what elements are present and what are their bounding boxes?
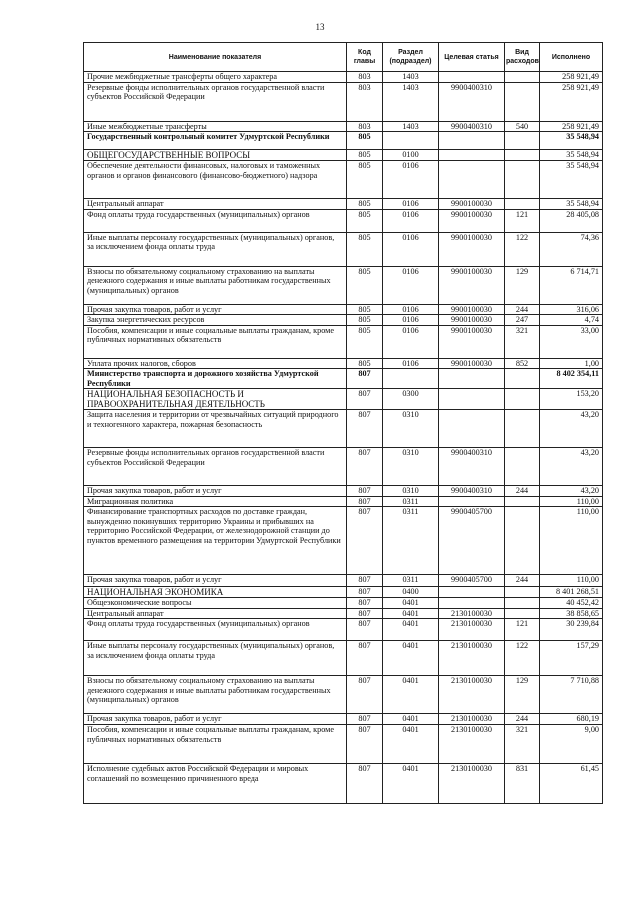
cell-target: 2130100030 xyxy=(439,764,505,804)
cell-name: Государственный контрольный комитет Удмуртской Республики xyxy=(84,132,347,150)
table-row xyxy=(84,714,603,725)
cell-name: Прочая закупка товаров, работ и услуг xyxy=(84,575,347,587)
cell-name: Взносы по обязательному социальному страхованию на выплаты денежного содержания и иные выплаты работникам государственных (муниципальных) органов xyxy=(84,676,347,714)
cell-name: Прочая закупка товаров, работ и услуг xyxy=(84,304,347,315)
cell-name: Взносы по обязательному социальному страхованию на выплаты денежного содержания и иные выплаты работникам государственных (муниципальных) органов xyxy=(84,266,347,304)
table-row xyxy=(84,82,603,121)
cell-target: 2130100030 xyxy=(439,641,505,676)
cell-target: 9900100030 xyxy=(439,304,505,315)
cell-amount: 8 401 268,51 xyxy=(540,587,603,598)
cell-code: 807 xyxy=(347,598,383,609)
cell-name: Пособия, компенсации и иные социальные выплаты гражданам, кроме публичных нормативных обязательств xyxy=(84,325,347,358)
table-row xyxy=(84,676,603,714)
cell-code: 807 xyxy=(347,507,383,575)
cell-amount: 110,00 xyxy=(540,507,603,575)
cell-code: 805 xyxy=(347,161,383,199)
cell-code: 805 xyxy=(347,209,383,232)
cell-amount: 33,00 xyxy=(540,325,603,358)
cell-amount: 258 921,49 xyxy=(540,121,603,132)
cell-target xyxy=(439,369,505,389)
table-row xyxy=(84,486,603,497)
cell-amount: 43,20 xyxy=(540,486,603,497)
cell-amount: 35 548,94 xyxy=(540,199,603,210)
cell-code: 805 xyxy=(347,150,383,161)
table-row xyxy=(84,641,603,676)
cell-name: Фонд оплаты труда государственных (муниципальных) органов xyxy=(84,209,347,232)
cell-target: 2130100030 xyxy=(439,619,505,641)
cell-section: 0106 xyxy=(383,209,439,232)
cell-code: 805 xyxy=(347,199,383,210)
cell-code: 807 xyxy=(347,369,383,389)
cell-target: 9900405700 xyxy=(439,507,505,575)
cell-target xyxy=(439,161,505,199)
cell-target: 9900100030 xyxy=(439,199,505,210)
cell-section: 0106 xyxy=(383,161,439,199)
table-row xyxy=(84,410,603,448)
cell-section xyxy=(383,369,439,389)
cell-target xyxy=(439,150,505,161)
cell-section: 0401 xyxy=(383,619,439,641)
cell-amount: 680,19 xyxy=(540,714,603,725)
table-row xyxy=(84,507,603,575)
table-row xyxy=(84,608,603,619)
cell-target: 9900400310 xyxy=(439,121,505,132)
table-row xyxy=(84,587,603,598)
table-row xyxy=(84,199,603,210)
table-header-row xyxy=(84,43,603,72)
cell-section: 0311 xyxy=(383,575,439,587)
cell-name: Резервные фонды исполнительных органов государственной власти субъектов Российской Федерации xyxy=(84,448,347,486)
cell-name: Министерство транспорта и дорожного хозяйства Удмуртской Республики xyxy=(84,369,347,389)
cell-type: 831 xyxy=(505,764,540,804)
column-header-target: Целевая статья xyxy=(439,43,505,72)
cell-name: Финансирование транспортных расходов по доставке граждан, вынужденно покинувших территорию Украины и прибывших на территорию Российской Федерации, от железнодорожной станции до пунктов временного размещения на территории Удмуртской Республики xyxy=(84,507,347,575)
table-row xyxy=(84,209,603,232)
cell-name: Центральный аппарат xyxy=(84,608,347,619)
cell-section: 0106 xyxy=(383,358,439,369)
cell-code: 807 xyxy=(347,389,383,410)
cell-target xyxy=(439,132,505,150)
cell-section: 0311 xyxy=(383,507,439,575)
cell-target: 2130100030 xyxy=(439,725,505,764)
cell-section: 0311 xyxy=(383,496,439,507)
cell-amount: 153,20 xyxy=(540,389,603,410)
cell-target: 9900100030 xyxy=(439,315,505,326)
cell-code: 805 xyxy=(347,315,383,326)
column-header-type: Вид расходов xyxy=(505,43,540,72)
cell-amount: 8 402 354,11 xyxy=(540,369,603,389)
cell-amount: 35 548,94 xyxy=(540,132,603,150)
cell-section: 0106 xyxy=(383,315,439,326)
cell-type: 121 xyxy=(505,209,540,232)
table-row xyxy=(84,619,603,641)
cell-section: 0401 xyxy=(383,608,439,619)
cell-section: 0401 xyxy=(383,764,439,804)
cell-section: 0100 xyxy=(383,150,439,161)
cell-code: 807 xyxy=(347,575,383,587)
cell-code: 807 xyxy=(347,725,383,764)
cell-amount: 28 405,08 xyxy=(540,209,603,232)
cell-amount: 7 710,88 xyxy=(540,676,603,714)
cell-type xyxy=(505,507,540,575)
cell-section: 1403 xyxy=(383,72,439,83)
cell-amount: 43,20 xyxy=(540,448,603,486)
table-row xyxy=(84,315,603,326)
table-row xyxy=(84,575,603,587)
cell-target: 2130100030 xyxy=(439,676,505,714)
cell-name: Миграционная политика xyxy=(84,496,347,507)
cell-type: 129 xyxy=(505,676,540,714)
cell-amount: 9,00 xyxy=(540,725,603,764)
cell-code: 807 xyxy=(347,676,383,714)
cell-amount: 35 548,94 xyxy=(540,161,603,199)
cell-section: 0310 xyxy=(383,486,439,497)
cell-amount: 157,29 xyxy=(540,641,603,676)
cell-section: 1403 xyxy=(383,121,439,132)
table-row xyxy=(84,369,603,389)
cell-section: 1403 xyxy=(383,82,439,121)
cell-type xyxy=(505,82,540,121)
table-row xyxy=(84,496,603,507)
table-row xyxy=(84,358,603,369)
cell-section: 0106 xyxy=(383,304,439,315)
cell-target: 9900100030 xyxy=(439,358,505,369)
cell-target xyxy=(439,587,505,598)
cell-type xyxy=(505,587,540,598)
cell-type xyxy=(505,410,540,448)
table-row xyxy=(84,121,603,132)
cell-type: 244 xyxy=(505,575,540,587)
cell-name: Закупка энергетических ресурсов xyxy=(84,315,347,326)
cell-code: 805 xyxy=(347,266,383,304)
cell-code: 807 xyxy=(347,764,383,804)
cell-name: НАЦИОНАЛЬНАЯ ЭКОНОМИКА xyxy=(84,587,347,598)
cell-name: Иные выплаты персоналу государственных (муниципальных) органов, за исключением фонда оплаты труда xyxy=(84,232,347,266)
cell-target: 9900400310 xyxy=(439,448,505,486)
cell-code: 807 xyxy=(347,410,383,448)
table-row xyxy=(84,598,603,609)
cell-name: Обеспечение деятельности финансовых, налоговых и таможенных органов и органов финансового (финансово-бюджетного) надзора xyxy=(84,161,347,199)
cell-code: 807 xyxy=(347,486,383,497)
cell-name: ОБЩЕГОСУДАРСТВЕННЫЕ ВОПРОСЫ xyxy=(84,150,347,161)
cell-name: Иные межбюджетные трансферты xyxy=(84,121,347,132)
cell-section: 0401 xyxy=(383,714,439,725)
cell-name: Фонд оплаты труда государственных (муниципальных) органов xyxy=(84,619,347,641)
cell-target: 2130100030 xyxy=(439,714,505,725)
column-header-name: Наименование показателя xyxy=(84,43,347,72)
cell-name: НАЦИОНАЛЬНАЯ БЕЗОПАСНОСТЬ И ПРАВООХРАНИТЕЛЬНАЯ ДЕЯТЕЛЬНОСТЬ xyxy=(84,389,347,410)
cell-code: 805 xyxy=(347,232,383,266)
cell-amount: 4,74 xyxy=(540,315,603,326)
cell-code: 803 xyxy=(347,121,383,132)
cell-amount: 43,20 xyxy=(540,410,603,448)
page-number: 13 xyxy=(315,22,325,32)
cell-section: 0401 xyxy=(383,641,439,676)
table-row xyxy=(84,161,603,199)
cell-name: Защита населения и территории от чрезвычайных ситуаций природного и техногенного характера, пожарная безопасность xyxy=(84,410,347,448)
cell-amount: 35 548,94 xyxy=(540,150,603,161)
cell-name: Исполнение судебных актов Российской Федерации и мировых соглашений по возмещению причиненного вреда xyxy=(84,764,347,804)
cell-section: 0106 xyxy=(383,232,439,266)
column-header-section: Раздел (подраздел) xyxy=(383,43,439,72)
cell-amount: 74,36 xyxy=(540,232,603,266)
table-row xyxy=(84,150,603,161)
cell-amount: 110,00 xyxy=(540,496,603,507)
cell-name: Уплата прочих налогов, сборов xyxy=(84,358,347,369)
cell-type: 122 xyxy=(505,232,540,266)
cell-name: Центральный аппарат xyxy=(84,199,347,210)
table-row xyxy=(84,325,603,358)
cell-section: 0106 xyxy=(383,325,439,358)
cell-code: 805 xyxy=(347,325,383,358)
cell-section: 0310 xyxy=(383,410,439,448)
cell-target: 9900100030 xyxy=(439,232,505,266)
cell-amount: 30 239,84 xyxy=(540,619,603,641)
cell-type xyxy=(505,389,540,410)
cell-section: 0310 xyxy=(383,448,439,486)
cell-target: 9900405700 xyxy=(439,575,505,587)
cell-target xyxy=(439,72,505,83)
cell-code: 805 xyxy=(347,304,383,315)
cell-amount: 40 452,42 xyxy=(540,598,603,609)
cell-name: Иные выплаты персоналу государственных (муниципальных) органов, за исключением фонда оплаты труда xyxy=(84,641,347,676)
cell-target xyxy=(439,389,505,410)
cell-type xyxy=(505,496,540,507)
cell-target: 2130100030 xyxy=(439,608,505,619)
cell-code: 807 xyxy=(347,496,383,507)
column-header-code: Код главы xyxy=(347,43,383,72)
cell-target xyxy=(439,410,505,448)
cell-target: 9900100030 xyxy=(439,266,505,304)
cell-type xyxy=(505,608,540,619)
cell-name: Прочая закупка товаров, работ и услуг xyxy=(84,486,347,497)
cell-code: 807 xyxy=(347,641,383,676)
cell-section: 0300 xyxy=(383,389,439,410)
cell-section: 0401 xyxy=(383,676,439,714)
cell-type: 247 xyxy=(505,315,540,326)
cell-code: 805 xyxy=(347,132,383,150)
cell-target xyxy=(439,598,505,609)
table-row xyxy=(84,132,603,150)
cell-code: 807 xyxy=(347,714,383,725)
cell-section: 0401 xyxy=(383,725,439,764)
cell-type: 129 xyxy=(505,266,540,304)
column-header-amount: Исполнено xyxy=(540,43,603,72)
table-row xyxy=(84,72,603,83)
cell-name: Прочая закупка товаров, работ и услуг xyxy=(84,714,347,725)
cell-code: 807 xyxy=(347,448,383,486)
cell-type xyxy=(505,132,540,150)
cell-section: 0106 xyxy=(383,266,439,304)
budget-execution-table xyxy=(83,42,603,804)
cell-amount: 38 858,65 xyxy=(540,608,603,619)
cell-type: 122 xyxy=(505,641,540,676)
cell-type xyxy=(505,199,540,210)
cell-name: Пособия, компенсации и иные социальные выплаты гражданам, кроме публичных нормативных обязательств xyxy=(84,725,347,764)
cell-target: 9900400310 xyxy=(439,82,505,121)
cell-target: 9900100030 xyxy=(439,325,505,358)
cell-type: 852 xyxy=(505,358,540,369)
cell-code: 805 xyxy=(347,358,383,369)
cell-section: 0401 xyxy=(383,598,439,609)
cell-code: 807 xyxy=(347,619,383,641)
cell-amount: 61,45 xyxy=(540,764,603,804)
cell-type: 244 xyxy=(505,486,540,497)
cell-amount: 6 714,71 xyxy=(540,266,603,304)
cell-type xyxy=(505,369,540,389)
table-row xyxy=(84,232,603,266)
cell-type: 121 xyxy=(505,619,540,641)
table-row xyxy=(84,764,603,804)
cell-code: 803 xyxy=(347,72,383,83)
cell-amount: 258 921,49 xyxy=(540,82,603,121)
cell-type: 321 xyxy=(505,725,540,764)
cell-amount: 1,00 xyxy=(540,358,603,369)
cell-type: 540 xyxy=(505,121,540,132)
cell-section: 0106 xyxy=(383,199,439,210)
cell-code: 807 xyxy=(347,608,383,619)
cell-type xyxy=(505,161,540,199)
cell-type xyxy=(505,72,540,83)
cell-type xyxy=(505,598,540,609)
table-row xyxy=(84,389,603,410)
cell-type xyxy=(505,448,540,486)
cell-target xyxy=(439,496,505,507)
table-row xyxy=(84,304,603,315)
table-row xyxy=(84,448,603,486)
cell-type: 321 xyxy=(505,325,540,358)
cell-amount: 258 921,49 xyxy=(540,72,603,83)
cell-name: Резервные фонды исполнительных органов государственной власти субъектов Российской Федерации xyxy=(84,82,347,121)
table-row xyxy=(84,725,603,764)
cell-code: 803 xyxy=(347,82,383,121)
cell-amount: 110,00 xyxy=(540,575,603,587)
cell-amount: 316,06 xyxy=(540,304,603,315)
cell-name: Прочие межбюджетные трансферты общего характера xyxy=(84,72,347,83)
cell-type: 244 xyxy=(505,304,540,315)
cell-type xyxy=(505,150,540,161)
cell-section: 0400 xyxy=(383,587,439,598)
table-row xyxy=(84,266,603,304)
cell-target: 9900100030 xyxy=(439,209,505,232)
cell-target: 9900400310 xyxy=(439,486,505,497)
cell-section xyxy=(383,132,439,150)
cell-type: 244 xyxy=(505,714,540,725)
cell-name: Общеэкономические вопросы xyxy=(84,598,347,609)
cell-code: 807 xyxy=(347,587,383,598)
